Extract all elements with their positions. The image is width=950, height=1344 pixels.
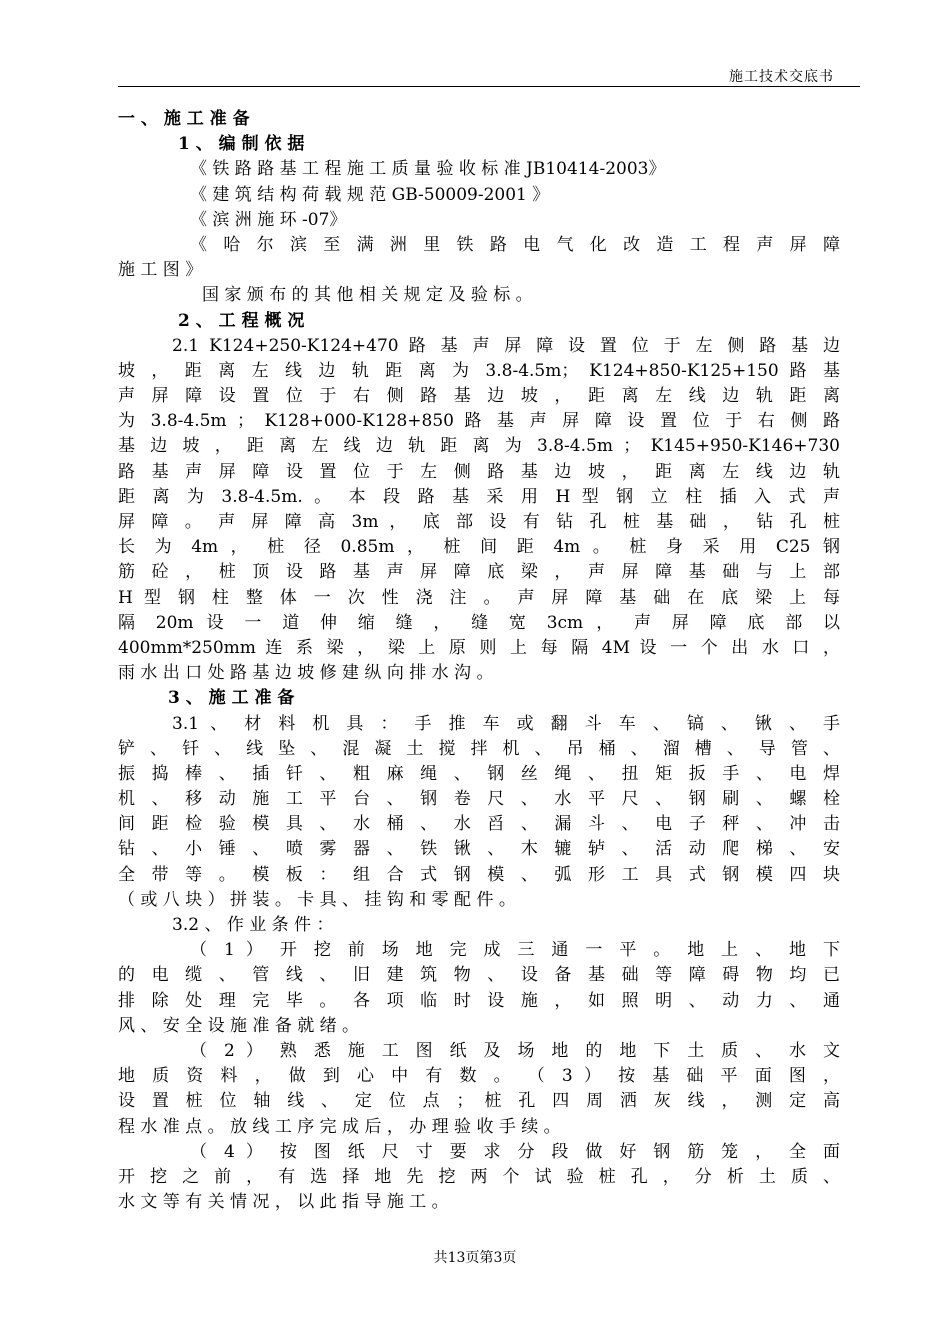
text-line: 振 捣 棒 、 插 钎 、 粗 麻 绳 、 钢 丝 绳 、 扭 矩 扳 手 、 电 焊 xyxy=(118,763,840,784)
text-line: 开 挖 之 前 ， 有 选 择 地 先 挖 两 个 试 验 桩 孔 ， 分 析 土 质 、 xyxy=(118,1166,840,1187)
text-line: 间 距 检 验 模 具 、 水 桶 、 水 舀 、 漏 斗 、 电 子 秤 、 冲 击 xyxy=(118,814,840,835)
text-line: 全 带 等 。 模 板 ： 组 合 式 钢 模 、 弧 形 工 具 式 钢 模 四 块 xyxy=(118,864,840,885)
text-line: 国 家 颁 布 的 其 他 相 关 规 定 及 验 标 。 xyxy=(202,285,533,306)
section-heading: 一 、 施 工 准 备 xyxy=(118,109,250,129)
section-heading: 2 、 工 程 概 况 xyxy=(178,310,305,331)
text-line: 排 除 处 理 完 毕 。 各 项 临 时 设 施 ， 如 照 明 、 动 力 、 通 xyxy=(118,990,840,1011)
document-body xyxy=(118,107,840,1215)
page-footer: 共13页第3页 xyxy=(433,1250,517,1266)
text-line: 《 滨 洲 施 环 -07》 xyxy=(190,209,347,230)
text-line: 声 屏 障 设 置 位 于 右 侧 路 基 边 坡 ， 距 离 左 线 边 轨 距 离 xyxy=(118,386,840,407)
text-line: （ 或 八 块 ） 拼 装 。 卡 具 、 挂 钩 和 零 配 件 。 xyxy=(118,889,516,910)
header-title: 施工技术交底书 xyxy=(729,69,834,85)
text-line: 施 工 图 》 xyxy=(118,260,203,281)
text-line: （ 2 ） 熟 悉 施 工 图 纸 及 场 地 的 地 下 土 质 、 水 文 xyxy=(190,1040,840,1061)
text-line: 坡 ， 距 离 左 线 边 轨 距 离 为 3.8-4.5m； K124+850-K125+150 路 基 xyxy=(118,360,840,381)
text-line: 程 水 准 点 。 放 线 工 序 完 成 后 ， 办 理 验 收 手 续 。 xyxy=(118,1116,561,1137)
text-line: 风 、 安 全 设 施 准 备 就 绪 。 xyxy=(118,1015,360,1036)
text-line: 长 为 4m ， 桩 径 0.85m ， 桩 间 距 4m 。 桩 身 采 用 C25 钢 xyxy=(118,537,840,558)
text-line: 《 哈 尔 滨 至 满 洲 里 铁 路 电 气 化 改 造 工 程 声 屏 障 xyxy=(190,234,840,255)
text-line: 400mm*250mm 连 系 梁 ， 梁 上 原 则 上 每 隔 4M 设 一 个 出 水 口 ， xyxy=(118,637,840,658)
text-line: H 型 钢 柱 整 体 一 次 性 浇 注 。 声 屏 障 基 础 在 底 梁 上 每 xyxy=(118,587,840,608)
text-line: 屏 障 。 声 屏 障 高 3m ， 底 部 设 有 钻 孔 桩 基 础 ， 钻 孔 桩 xyxy=(118,512,840,532)
text-line: 隔 20m 设 一 道 伸 缩 缝 ， 缝 宽 3cm ， 声 屏 障 底 部 以 xyxy=(118,612,840,633)
text-line: 筋 砼 ， 桩 顶 设 路 基 声 屏 障 底 梁 ， 声 屏 障 基 础 与 上 部 xyxy=(118,562,840,583)
text-line: 水 文 等 有 关 情 况 ， 以 此 指 导 施 工 。 xyxy=(118,1192,449,1213)
text-line: 的 电 缆 、 管 线 、 旧 建 筑 物 、 设 备 基 础 等 障 碍 物 均 已 xyxy=(118,965,840,986)
text-line: （ 1 ） 开 挖 前 场 地 完 成 三 通 一 平 。 地 上 、 地 下 xyxy=(190,940,840,961)
page-header xyxy=(118,64,860,87)
text-line: 为 3.8-4.5m ； K128+000-K128+850 路 基 声 屏 障 设 置 位 于 右 侧 路 xyxy=(118,411,840,432)
text-line: 《 铁 路 路 基 工 程 施 工 质 量 验 收 标 准 JB10414-2003》 xyxy=(190,159,666,180)
text-line: 雨 水 出 口 处 路 基 边 坡 修 建 纵 向 排 水 沟 。 xyxy=(118,663,494,684)
section-heading: 1 、 编 制 依 据 xyxy=(178,134,305,155)
text-line: 基 边 坡 ， 距 离 左 线 边 轨 距 离 为 3.8-4.5m ； K145+950-K146+730 xyxy=(118,436,840,457)
text-line: 《 建 筑 结 构 荷 载 规 范 GB-50009-2001 》 xyxy=(190,184,550,205)
text-line: 钻 、 小 锤 、 喷 雾 器 、 铁 锹 、 木 辘 轳 、 活 动 爬 梯 、 安 xyxy=(118,839,840,860)
text-line: 地 质 资 料 ， 做 到 心 中 有 数 。 （ 3 ） 按 基 础 平 面 图 ， xyxy=(118,1066,840,1087)
text-line: 3.1 、 材 料 机 具 ： 手 推 车 或 翻 斗 车 、 镐 、 锹 、 手 xyxy=(172,713,840,734)
text-line: （ 4 ） 按 图 纸 尺 寸 要 求 分 段 做 好 钢 筋 笼 ， 全 面 xyxy=(190,1141,840,1162)
text-line: 2.1 K124+250-K124+470 路 基 声 屏 障 设 置 位 于 左 侧 路 基 边 xyxy=(172,335,840,356)
text-line: 距 离 为 3.8-4.5m. 。 本 段 路 基 采 用 H 型 钢 立 柱 插 入 式 声 xyxy=(118,486,840,507)
text-line: 铲 、 钎 、 线 坠 、 混 凝 土 搅 拌 机 、 吊 桶 、 溜 槽 、 导 管 、 xyxy=(118,738,840,759)
section-heading: 3 、 施 工 准 备 xyxy=(168,688,295,709)
text-line: 3.2 、 作 业 条 件 ： xyxy=(172,915,334,935)
text-line: 路 基 声 屏 障 设 置 位 于 左 侧 路 基 边 坡 ， 距 离 左 线 边 轨 xyxy=(118,461,840,482)
text-line: 设 置 桩 位 轴 线 、 定 位 点 ； 桩 孔 四 周 洒 灰 线 ， 测 定 高 xyxy=(118,1091,840,1112)
text-line: 机 、 移 动 施 工 平 台 、 钢 卷 尺 、 水 平 尺 、 钢 刷 、 螺 栓 xyxy=(118,789,840,810)
